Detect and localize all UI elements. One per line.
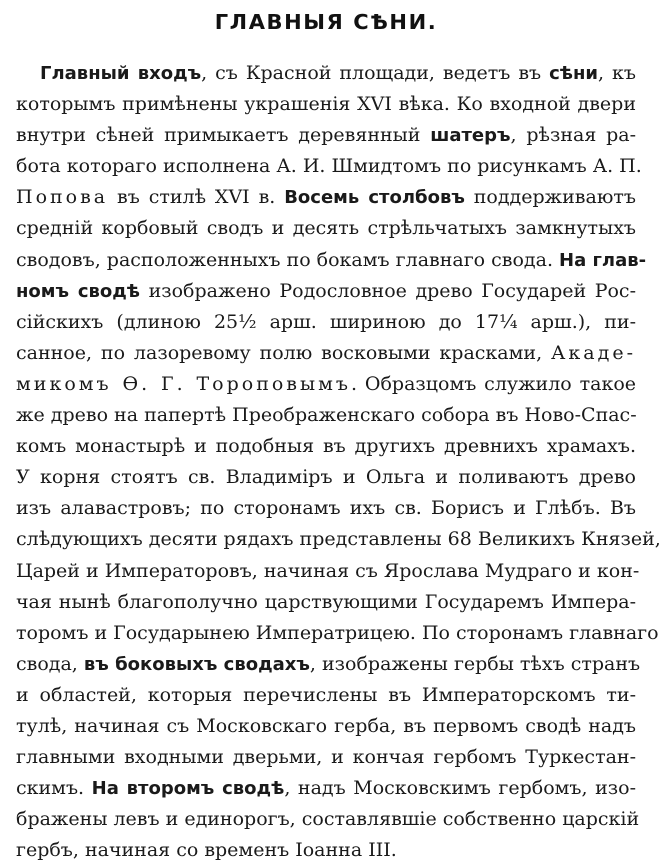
- bold-phrase: На глав-: [559, 249, 647, 271]
- text-run: въ стилѣ XVI в.: [108, 186, 285, 209]
- page-title: ГЛАВНЫЯ СѢНИ.: [214, 10, 438, 34]
- text-line: [16, 587, 636, 618]
- bold-phrase: На второмъ сводѣ: [91, 778, 285, 800]
- text-run: , изображены гербы тѣхъ странъ: [309, 652, 641, 675]
- spaced-phrase: Попова: [16, 186, 109, 209]
- text-run: внутри сѣней примыкаетъ деревянный: [16, 124, 431, 147]
- bold-phrase: номъ сводѣ: [16, 280, 141, 302]
- text-line: [16, 338, 636, 369]
- text-line: [16, 524, 661, 555]
- spaced-phrase: Акаде-: [551, 341, 636, 364]
- text-run: сводовъ, расположенныхъ по бокамъ главнаго свода.: [16, 248, 560, 271]
- text-line: [16, 369, 636, 400]
- text-run: , къ: [598, 62, 637, 84]
- text-line: [16, 618, 659, 649]
- text-run: тулѣ, начиная съ Московскаго герба, въ первомъ сводѣ надъ: [16, 714, 636, 737]
- text-run: гербъ, начиная со временъ Іоанна III.: [16, 839, 397, 862]
- bold-phrase: въ боковыхъ сводахъ: [83, 653, 310, 675]
- text-line: [16, 649, 641, 680]
- text-run: и областей, которыя перечислены въ Императорскомъ ти-: [16, 683, 636, 706]
- text-line: [16, 711, 636, 742]
- text-line: [16, 58, 636, 89]
- text-run: , съ Красной площади, ведетъ въ: [201, 62, 550, 84]
- text-line: [16, 213, 636, 244]
- text-run: бражены левъ и единорогъ, составлявшіе собственно царскій: [16, 808, 640, 831]
- spaced-phrase: микомъ Ѳ. Г. Тороповымъ: [16, 372, 351, 395]
- text-line: [16, 742, 636, 773]
- text-run: средній корбовый сводъ и десять стрѣльчатыхъ замкнутыхъ: [16, 217, 636, 240]
- text-run: же древо на папертѣ Преображенскаго собора въ Ново-Спас-: [16, 404, 637, 427]
- text-run: изображено Родословное древо Государей Рос-: [140, 279, 636, 302]
- text-line: [16, 680, 636, 711]
- text-run: сійскихъ (длиною 25½ арш. шириною до 17¼ арш.), пи-: [16, 310, 636, 333]
- text-line: [16, 773, 636, 804]
- text-line: [16, 151, 642, 182]
- text-run: чая нынѣ благополучно царствующими Государемъ Импера-: [16, 590, 636, 613]
- text-run: У корня стоятъ св. Владиміръ и Ольга и поливаютъ древо: [16, 466, 636, 489]
- text-line: [16, 245, 647, 276]
- text-run: комъ монастырѣ и подобныя въ другихъ древнихъ храмахъ.: [16, 435, 636, 458]
- text-run: санное, по лазоревому полю восковыми красками,: [16, 341, 552, 364]
- text-line: [16, 307, 636, 338]
- text-run: изъ алавастровъ; по сторонамъ ихъ св. Борисъ и Глѣбъ. Въ: [16, 497, 636, 520]
- text-line: [16, 835, 636, 866]
- text-run: , рѣзная ра-: [510, 124, 636, 147]
- text-run: скимъ.: [16, 777, 92, 800]
- text-run: , надъ Московскимъ гербомъ, изо-: [284, 777, 636, 800]
- bold-phrase: Восемь столбовъ: [284, 187, 465, 209]
- body-paragraph: [16, 58, 661, 866]
- text-run: торомъ и Государынею Императрицею. По сторонамъ главнаго: [16, 621, 659, 644]
- text-run: слѣдующихъ десяти рядахъ представлены 68 Великихъ Князей,: [16, 528, 661, 551]
- text-line: [16, 182, 636, 213]
- bold-phrase: сѣни: [549, 63, 599, 84]
- bold-phrase: шатеръ: [430, 125, 511, 147]
- text-run: поддерживаютъ: [464, 186, 636, 209]
- text-line: [16, 120, 636, 151]
- bold-phrase: Главный входъ: [40, 63, 202, 84]
- text-line: [16, 431, 636, 462]
- text-run: главными входными дверьми, и кончая гербомъ Туркестан-: [16, 746, 636, 769]
- text-run: Царей и Императоровъ, начиная съ Ярослава Мудраго и кон-: [16, 559, 640, 582]
- text-run: . Образцомъ служило такое: [351, 372, 636, 395]
- text-line: [16, 89, 636, 120]
- text-line: [16, 804, 640, 835]
- text-line: [16, 276, 636, 307]
- text-line: [16, 493, 636, 524]
- text-run: которымъ примѣнены украшенія XVI вѣка. Ко входной двери: [16, 93, 636, 116]
- text-run: свода,: [16, 652, 84, 675]
- text-line: [16, 400, 636, 431]
- text-line: [16, 462, 636, 493]
- text-run: бота котораго исполнена А. И. Шмидтомъ по рисункамъ А. П.: [16, 155, 642, 178]
- text-line: [16, 556, 640, 587]
